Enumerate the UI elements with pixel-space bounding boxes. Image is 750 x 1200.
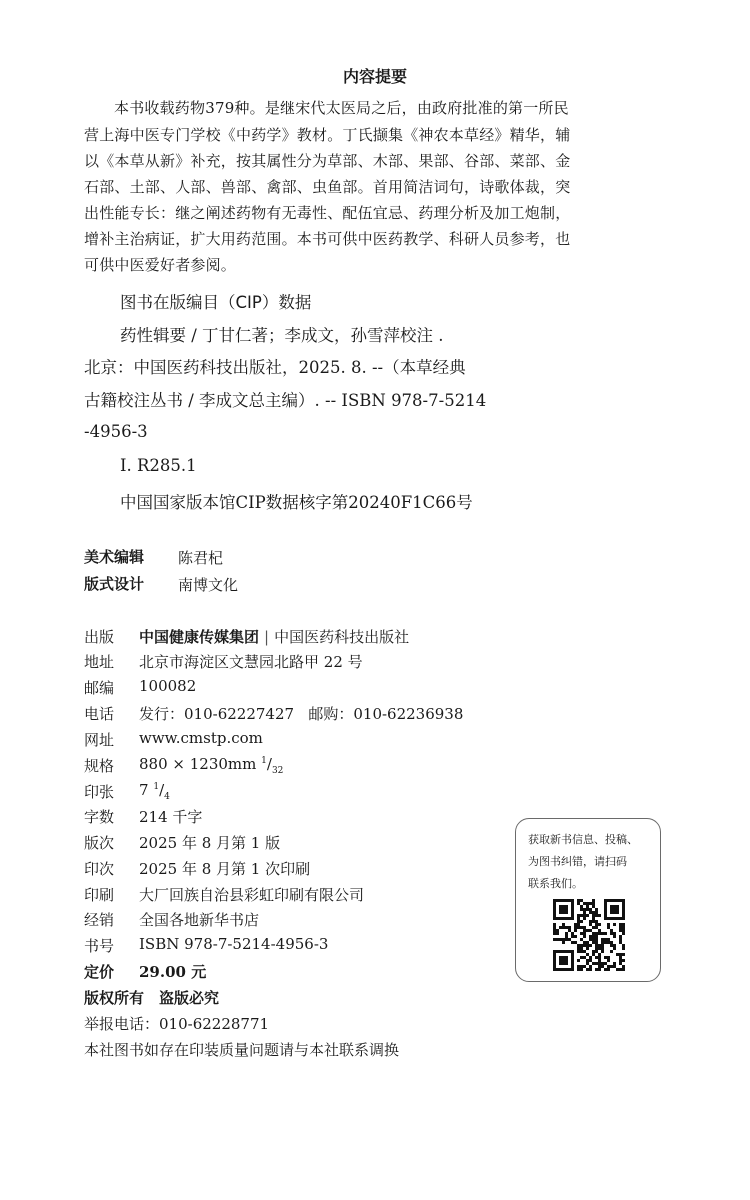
publisher-label: 出版	[84, 628, 115, 646]
quality-notice: 本社图书如存在印装质量问题请与本社联系调换	[84, 1041, 400, 1059]
summary-line: 营上海中医专门学校《中药学》教材。丁氏撷集《神农本草经》精华，辅	[84, 126, 571, 144]
price: 29.00 元	[139, 963, 207, 981]
summary-line: 本书收载药物379种。是继宋代太医局之后，由政府批准的第一所民	[114, 99, 569, 117]
format-label: 规格	[84, 757, 115, 775]
word-count: 214 千字	[139, 808, 203, 826]
cip-line: 药性辑要 / 丁甘仁著；李成文，孙雪萍校注 .	[120, 326, 444, 345]
layout-label: 版式设计	[84, 575, 145, 593]
summary-line: 出性能专长：继之阐述药物有无毒性、配伍宜忌、药理分析及加工炮制，	[84, 204, 571, 222]
cip-line: 古籍校注丛书 / 李成文总主编）. -- ISBN 978-7-5214	[84, 391, 487, 410]
summary-line: 以《本草从新》补充，按其属性分为草部、木部、果部、谷部、菜部、金	[84, 152, 571, 170]
address: 北京市海淀区文慧园北路甲 22 号	[139, 653, 363, 671]
sheets-fraction-den: 4	[164, 792, 170, 802]
printing: 2025 年 8 月第 1 次印刷	[139, 860, 311, 878]
qr-info-box	[515, 818, 661, 982]
sheets-whole: 7	[139, 781, 149, 799]
printer: 大厂回族自治县彩虹印刷有限公司	[139, 886, 365, 904]
sheets-row: 7 $^1/_4$	[139, 781, 170, 802]
cip-line: 北京：中国医药科技出版社，2025. 8. --（本草经典	[84, 358, 466, 377]
sheets-label: 印张	[84, 783, 115, 801]
sheets-fraction-num: 1	[153, 782, 160, 792]
printing-label: 印次	[84, 860, 115, 878]
isbn: ISBN 978-7-5214-4956-3	[139, 935, 329, 953]
summary-line: 可供中医爱好者参阅。	[84, 256, 237, 274]
summary-line: 石部、土部、人部、兽部、禽部、虫鱼部。首用简洁词句，诗歌体裁，突	[84, 178, 571, 196]
qr-text-line: 联系我们。	[528, 877, 583, 890]
address-label: 地址	[84, 653, 115, 671]
format-size: 880 × 1230mm	[139, 755, 257, 773]
postcode-label: 邮编	[84, 679, 115, 697]
price-label: 定价	[84, 963, 115, 981]
printer-label: 印刷	[84, 886, 115, 904]
publisher-separator: |	[264, 628, 270, 646]
format-row: 880 × 1230mm $^1/_{32}$	[139, 755, 284, 776]
format-fraction-num: 1	[261, 756, 267, 766]
qr-code-icon[interactable]	[553, 899, 625, 971]
phone: 发行：010-62227427 邮购：010-62236938	[139, 705, 464, 723]
qr-text-line: 为图书纠错，请扫码	[528, 855, 627, 868]
phone-label: 电话	[84, 705, 115, 723]
art-editor: 陈君杞	[178, 549, 224, 567]
website-label: 网址	[84, 731, 115, 749]
edition: 2025 年 8 月第 1 版	[139, 834, 281, 852]
cip-number: 中国国家版本馆CIP数据核字第20240F1C66号	[120, 493, 473, 512]
art-editor-label: 美术编辑	[84, 548, 145, 566]
publisher-row	[139, 626, 409, 647]
edition-label: 版次	[84, 834, 115, 852]
distributor-label: 经销	[84, 911, 115, 929]
report-phone: 举报电话：010-62228771	[84, 1015, 270, 1033]
postcode: 100082	[139, 677, 197, 695]
publisher-name: 中国医药科技出版社	[274, 628, 410, 646]
distributor: 全国各地新华书店	[139, 911, 260, 929]
cip-classification: Ⅰ. R285.1	[120, 456, 197, 475]
website: www.cmstp.com	[139, 729, 263, 747]
isbn-label: 书号	[84, 937, 115, 955]
layout-designer: 南博文化	[178, 576, 239, 594]
cip-heading: 图书在版编目（CIP）数据	[120, 293, 312, 312]
format-fraction-den: 32	[271, 766, 284, 776]
publisher-group: 中国健康传媒集团	[139, 628, 260, 646]
qr-text-line: 获取新书信息、投稿、	[528, 833, 638, 846]
copyright-notice: 版权所有 盗版必究	[84, 989, 220, 1007]
words-label: 字数	[84, 808, 115, 826]
cip-line: -4956-3	[84, 422, 148, 441]
summary-heading: 内容提要	[342, 67, 407, 86]
summary-line: 增补主治病证，扩大用药范围。本书可供中医药教学、科研人员参考，也	[84, 230, 571, 248]
